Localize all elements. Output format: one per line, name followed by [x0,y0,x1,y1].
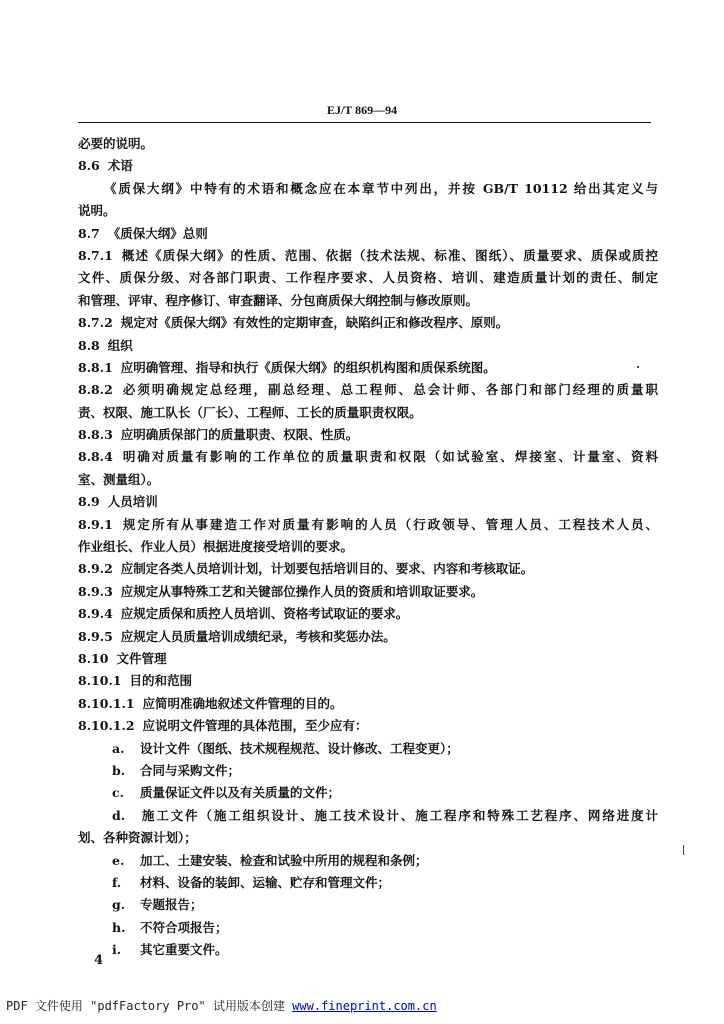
clause-number: 8.9.2 [78,561,113,577]
section-heading [78,491,658,513]
text-line [78,424,658,446]
section-heading [78,335,658,357]
line-text: 术语 [107,158,133,174]
clause-number: 8.7 [78,225,100,241]
clause-number: 8.7.1 [78,247,113,263]
line-text: 概述《质保大纲》的性质、范围、依据（技术法规、标准、图纸）、质量要求、质保或质控 [120,247,658,263]
line-text: 目的和范围 [129,673,193,689]
text-line [78,469,658,491]
clause-number: 8.9.3 [78,583,113,599]
line-text: 应制定各类人员培训计划，计划要包括培训目的、要求、内容和考核取证。 [120,561,534,577]
line-text: 划、各种资源计划）； [78,830,197,846]
footer-text: PDF 文件使用 "pdfFactory Pro" 试用版本创建 [6,999,293,1013]
line-text: 文件管理 [116,650,167,666]
line-text: 质量保证文件以及有关质量的文件； [140,785,341,801]
clause-number: 8.8.1 [78,359,113,375]
item-label: b. [112,762,126,778]
clause-number: 8.10.1 [78,673,122,689]
list-item [78,872,658,894]
line-text: 专题报告； [140,897,203,913]
clause-number: 8.6 [78,158,100,174]
clause-number: 8.8.4 [78,449,113,465]
section-heading [78,223,658,245]
scan-speck [683,845,684,855]
line-text: 责、权限、施工队长（厂长）、工程师、工长的质量职责权限。 [78,404,422,420]
clause-number: 8.9.4 [78,606,113,622]
text-line [78,402,658,424]
item-label: f. [112,874,122,890]
list-item [78,805,658,827]
line-text: 文件、质保分级、对各部门职责、工作程序要求、人员资格、培训、建造质量计划的责任、制定 [78,270,658,286]
footer-link[interactable]: www.fineprint.com.cn [292,999,437,1013]
text-line [78,827,658,849]
list-item [78,738,658,760]
line-text: 应简明准确地叙述文件管理的目的。 [142,695,343,711]
text-line [78,670,658,692]
line-text: 合同与采购文件； [140,762,241,778]
item-label: i. [112,942,122,958]
line-text: 规定所有从事建造工作对质量有影响的人员（行政领导、管理人员、工程技术人员、 [120,516,658,532]
list-item [78,850,658,872]
text-line [78,536,658,558]
line-text: 和管理、评审、程序修订、审查翻译、分包商质保大纲控制与修改原则。 [78,292,479,308]
line-text: 组织 [107,337,133,353]
clause-number: 8.9.1 [78,516,113,532]
text-line [78,603,658,625]
text-line [78,312,658,334]
page-body [78,133,658,961]
line-text: 人员培训 [107,494,158,510]
item-label: e. [112,852,125,868]
text-line [78,290,658,312]
text-line [78,267,658,289]
line-text: 明确对质量有影响的工作单位的质量职责和权限（如试验室、焊接室、计量室、资料 [120,449,658,465]
line-text: 应规定质保和质控人员培训、资格考试取证的要求。 [120,606,409,622]
text-line [78,357,658,379]
pdf-footer [6,997,437,1014]
clause-number: 8.10.1.1 [78,695,135,711]
line-text: 应明确管理、指导和执行《质保大纲》的组织机构图和质保系统图。 [120,359,496,375]
section-heading [78,155,658,177]
line-text: 不符合项报告； [140,919,228,935]
line-text: 应说明文件管理的具体范围，至少应有： [142,718,368,734]
scan-speck [637,366,639,368]
list-item [78,894,658,916]
clause-number: 8.7.2 [78,315,113,331]
item-label: c. [112,785,124,801]
text-line [78,200,658,222]
text-line [78,715,658,737]
line-text: 《质保大纲》总则 [107,225,208,241]
line-text: 设计文件（图纸、技术规程规范、设计修改、工程变更）； [140,740,459,756]
list-item [78,760,658,782]
clause-number: 8.9.5 [78,628,113,644]
text-line [78,558,658,580]
text-line [78,693,658,715]
line-text: 必须明确规定总经理，副总经理、总工程师、总会计师、各部门和部门经理的质量职 [120,382,658,398]
line-text: 说明。 [78,203,116,219]
text-line [78,245,658,267]
clause-number: 8.10.1.2 [78,718,135,734]
text-line [78,514,658,536]
clause-number: 8.8.2 [78,382,113,398]
section-heading [78,648,658,670]
list-item [78,782,658,804]
text-line [78,581,658,603]
item-label: h. [112,919,126,935]
line-text: 应规定人员质量培训成绩纪录，考核和奖惩办法。 [120,628,396,644]
item-label: d. [112,807,126,823]
line-text: 其它重要文件。 [140,942,228,958]
line-text: 材料、设备的装卸、运输、贮存和管理文件； [140,874,391,890]
clause-number: 8.9 [78,494,100,510]
line-text: 加工、土建安装、检查和试验中所用的规程和条例； [140,852,428,868]
line-text: 应规定从事特殊工艺和关键部位操作人员的资质和培训取证要求。 [120,583,484,599]
text-line [78,178,658,200]
list-item [78,917,658,939]
line-text: 规定对《质保大纲》有效性的定期审查，缺陷纠正和修改程序、原则。 [120,315,509,331]
page-number: 4 [94,953,104,968]
clause-number: 8.10 [78,650,109,666]
line-text: 必要的说明。 [78,136,154,151]
item-label: a. [112,740,125,756]
line-text: 作业组长、作业人员）根据进度接受培训的要求。 [78,539,354,555]
text-line [78,379,658,401]
list-item [78,939,658,961]
line-text: 应明确质保部门的质量职责、权限、性质。 [120,427,359,443]
text-line [78,133,658,155]
line-text: 《质保大纲》中特有的术语和概念应在本章节中列出，并按 GB/T 10112 给出其定义与 [104,180,658,196]
item-label: g. [112,897,126,913]
text-line [78,446,658,468]
line-text: 施工文件（施工组织设计、施工技术设计、施工程序和特殊工艺程序、网络进度计 [140,807,658,823]
line-text: 室、测量组）。 [78,471,160,487]
text-line [78,626,658,648]
clause-number: 8.8.3 [78,427,113,443]
document-code-header: EJ/T 869—94 [326,103,398,117]
clause-number: 8.8 [78,337,100,353]
header-rule [78,122,651,123]
